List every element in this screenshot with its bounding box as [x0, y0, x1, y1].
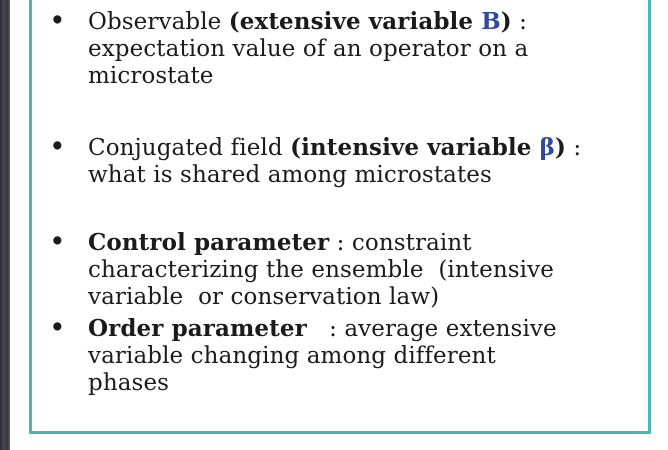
- list-item: [50, 133, 640, 189]
- text-segment: ): [500, 8, 512, 35]
- text-line: [88, 8, 640, 36]
- text-segment: Order parameter: [88, 315, 307, 342]
- text-line: [88, 284, 640, 311]
- text-line: [88, 257, 640, 284]
- text-line: [88, 134, 640, 162]
- text-segment: :: [565, 135, 582, 161]
- text-segment: B: [481, 8, 501, 35]
- text-segment: (intensive variable: [290, 134, 540, 161]
- text-segment: variable or conservation law): [88, 284, 440, 310]
- text-segment: :: [511, 9, 527, 35]
- text-segment: : constraint: [329, 230, 472, 256]
- text-line: [88, 229, 640, 257]
- text-line: [88, 315, 640, 343]
- text-segment: variable changing among different: [88, 343, 496, 369]
- bullet-icon: •: [50, 133, 65, 160]
- bullet-icon: •: [50, 314, 65, 341]
- text-segment: β: [539, 134, 555, 161]
- text-segment: : average extensive: [306, 316, 557, 342]
- window-edge-strip: [0, 0, 10, 450]
- list-item: [50, 228, 640, 311]
- bullet-list: [32, 0, 648, 397]
- text-line: [88, 162, 640, 189]
- text-line: [88, 36, 640, 63]
- text-segment: phases: [88, 370, 170, 396]
- text-segment: expectation value of an operator on a: [88, 36, 529, 62]
- bullet-icon: •: [50, 228, 65, 255]
- text-segment: (extensive variable: [228, 8, 482, 35]
- text-segment: Conjugated field: [88, 135, 291, 161]
- text-segment: microstate: [88, 63, 214, 89]
- text-line: [88, 343, 640, 370]
- text-segment: ): [554, 134, 566, 161]
- text-segment: Observable: [88, 9, 229, 35]
- text-segment: Control parameter: [88, 229, 330, 256]
- text-segment: what is shared among microstates: [88, 162, 492, 188]
- list-item: [50, 7, 640, 90]
- bullet-icon: •: [50, 7, 65, 34]
- text-line: [88, 370, 640, 397]
- text-line: [88, 63, 640, 90]
- text-segment: characterizing the ensemble (intensive: [88, 257, 554, 283]
- slide-content-box: [29, 0, 651, 434]
- list-item: [50, 314, 640, 397]
